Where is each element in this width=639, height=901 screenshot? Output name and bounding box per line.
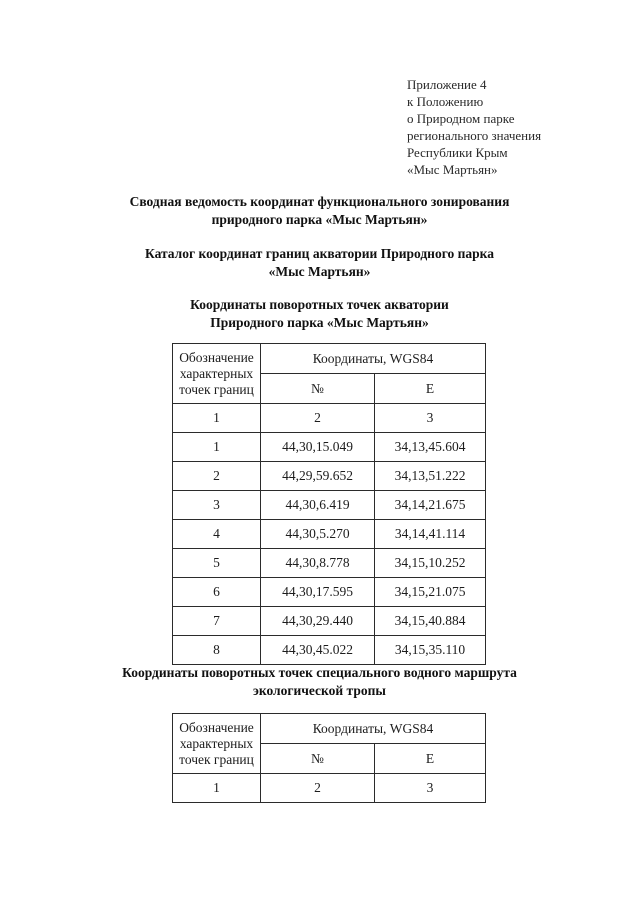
appendix-line: к Положению bbox=[407, 94, 484, 109]
aquatoria-heading-line: Природного парка «Мыс Мартьян» bbox=[210, 315, 429, 330]
east-cell: 34,13,45.604 bbox=[375, 433, 486, 462]
north-cell: 44,30,8.778 bbox=[261, 549, 375, 578]
table-index-row bbox=[173, 404, 486, 433]
designation-line: характерных bbox=[179, 735, 254, 751]
designation-header bbox=[173, 344, 261, 404]
designation-line: характерных bbox=[179, 365, 254, 381]
east-cell: 34,13,51.222 bbox=[375, 462, 486, 491]
index-cell: 1 bbox=[173, 774, 261, 803]
table-row bbox=[173, 462, 486, 491]
index-cell: 1 bbox=[173, 404, 261, 433]
point-cell: 4 bbox=[173, 520, 261, 549]
appendix-line: Республики Крым bbox=[407, 145, 508, 160]
north-cell: 44,29,59.652 bbox=[261, 462, 375, 491]
table-row bbox=[173, 607, 486, 636]
point-cell: 1 bbox=[173, 433, 261, 462]
appendix-note bbox=[407, 76, 541, 178]
aquatoria-heading-line: Координаты поворотных точек акватории bbox=[190, 297, 449, 312]
east-cell: 34,15,40.884 bbox=[375, 607, 486, 636]
summary-heading bbox=[0, 193, 639, 229]
designation-line: точек границ bbox=[179, 381, 254, 397]
east-cell: 34,15,21.075 bbox=[375, 578, 486, 607]
east-header: Е bbox=[375, 374, 486, 404]
index-cell: 3 bbox=[375, 774, 486, 803]
appendix-line: «Мыс Мартьян» bbox=[407, 162, 498, 177]
route-coordinates-table bbox=[172, 713, 486, 803]
north-cell: 44,30,6.419 bbox=[261, 491, 375, 520]
table-row bbox=[173, 433, 486, 462]
designation-header bbox=[173, 714, 261, 774]
catalog-heading-line: «Мыс Мартьян» bbox=[268, 264, 371, 279]
table-row bbox=[173, 549, 486, 578]
point-cell: 7 bbox=[173, 607, 261, 636]
table-row bbox=[173, 578, 486, 607]
north-cell: 44,30,29.440 bbox=[261, 607, 375, 636]
point-cell: 2 bbox=[173, 462, 261, 491]
index-cell: 2 bbox=[261, 774, 375, 803]
point-cell: 8 bbox=[173, 636, 261, 665]
east-header: Е bbox=[375, 744, 486, 774]
appendix-line: о Природном парке bbox=[407, 111, 515, 126]
point-cell: 5 bbox=[173, 549, 261, 578]
point-cell: 3 bbox=[173, 491, 261, 520]
summary-heading-line: природного парка «Мыс Мартьян» bbox=[211, 212, 428, 227]
coordinates-header: Координаты, WGS84 bbox=[261, 344, 486, 374]
north-header: № bbox=[261, 374, 375, 404]
route-heading-line: Координаты поворотных точек специального водного маршрута bbox=[122, 665, 517, 680]
east-cell: 34,15,10.252 bbox=[375, 549, 486, 578]
index-cell: 2 bbox=[261, 404, 375, 433]
designation-line: точек границ bbox=[179, 751, 254, 767]
north-cell: 44,30,15.049 bbox=[261, 433, 375, 462]
aquatoria-coordinates-table bbox=[172, 343, 486, 665]
catalog-heading-line: Каталог координат границ акватории Природного парка bbox=[145, 246, 494, 261]
east-cell: 34,15,35.110 bbox=[375, 636, 486, 665]
table-row bbox=[173, 636, 486, 665]
east-cell: 34,14,41.114 bbox=[375, 520, 486, 549]
designation-line: Обозначение bbox=[179, 349, 254, 365]
north-header: № bbox=[261, 744, 375, 774]
north-cell: 44,30,17.595 bbox=[261, 578, 375, 607]
table-header-row bbox=[173, 344, 486, 374]
appendix-line: регионального значения bbox=[407, 128, 542, 143]
north-cell: 44,30,45.022 bbox=[261, 636, 375, 665]
route-heading-line: экологической тропы bbox=[253, 683, 386, 698]
appendix-line: Приложение 4 bbox=[407, 77, 487, 92]
route-heading bbox=[0, 664, 639, 700]
table-index-row bbox=[173, 774, 486, 803]
table-header-row bbox=[173, 714, 486, 744]
point-cell: 6 bbox=[173, 578, 261, 607]
catalog-heading bbox=[0, 245, 639, 281]
designation-line: Обозначение bbox=[179, 719, 254, 735]
table-row bbox=[173, 491, 486, 520]
summary-heading-line: Сводная ведомость координат функционального зонирования bbox=[129, 194, 510, 209]
aquatoria-heading bbox=[0, 296, 639, 332]
index-cell: 3 bbox=[375, 404, 486, 433]
coordinates-header: Координаты, WGS84 bbox=[261, 714, 486, 744]
table-row bbox=[173, 520, 486, 549]
east-cell: 34,14,21.675 bbox=[375, 491, 486, 520]
north-cell: 44,30,5.270 bbox=[261, 520, 375, 549]
